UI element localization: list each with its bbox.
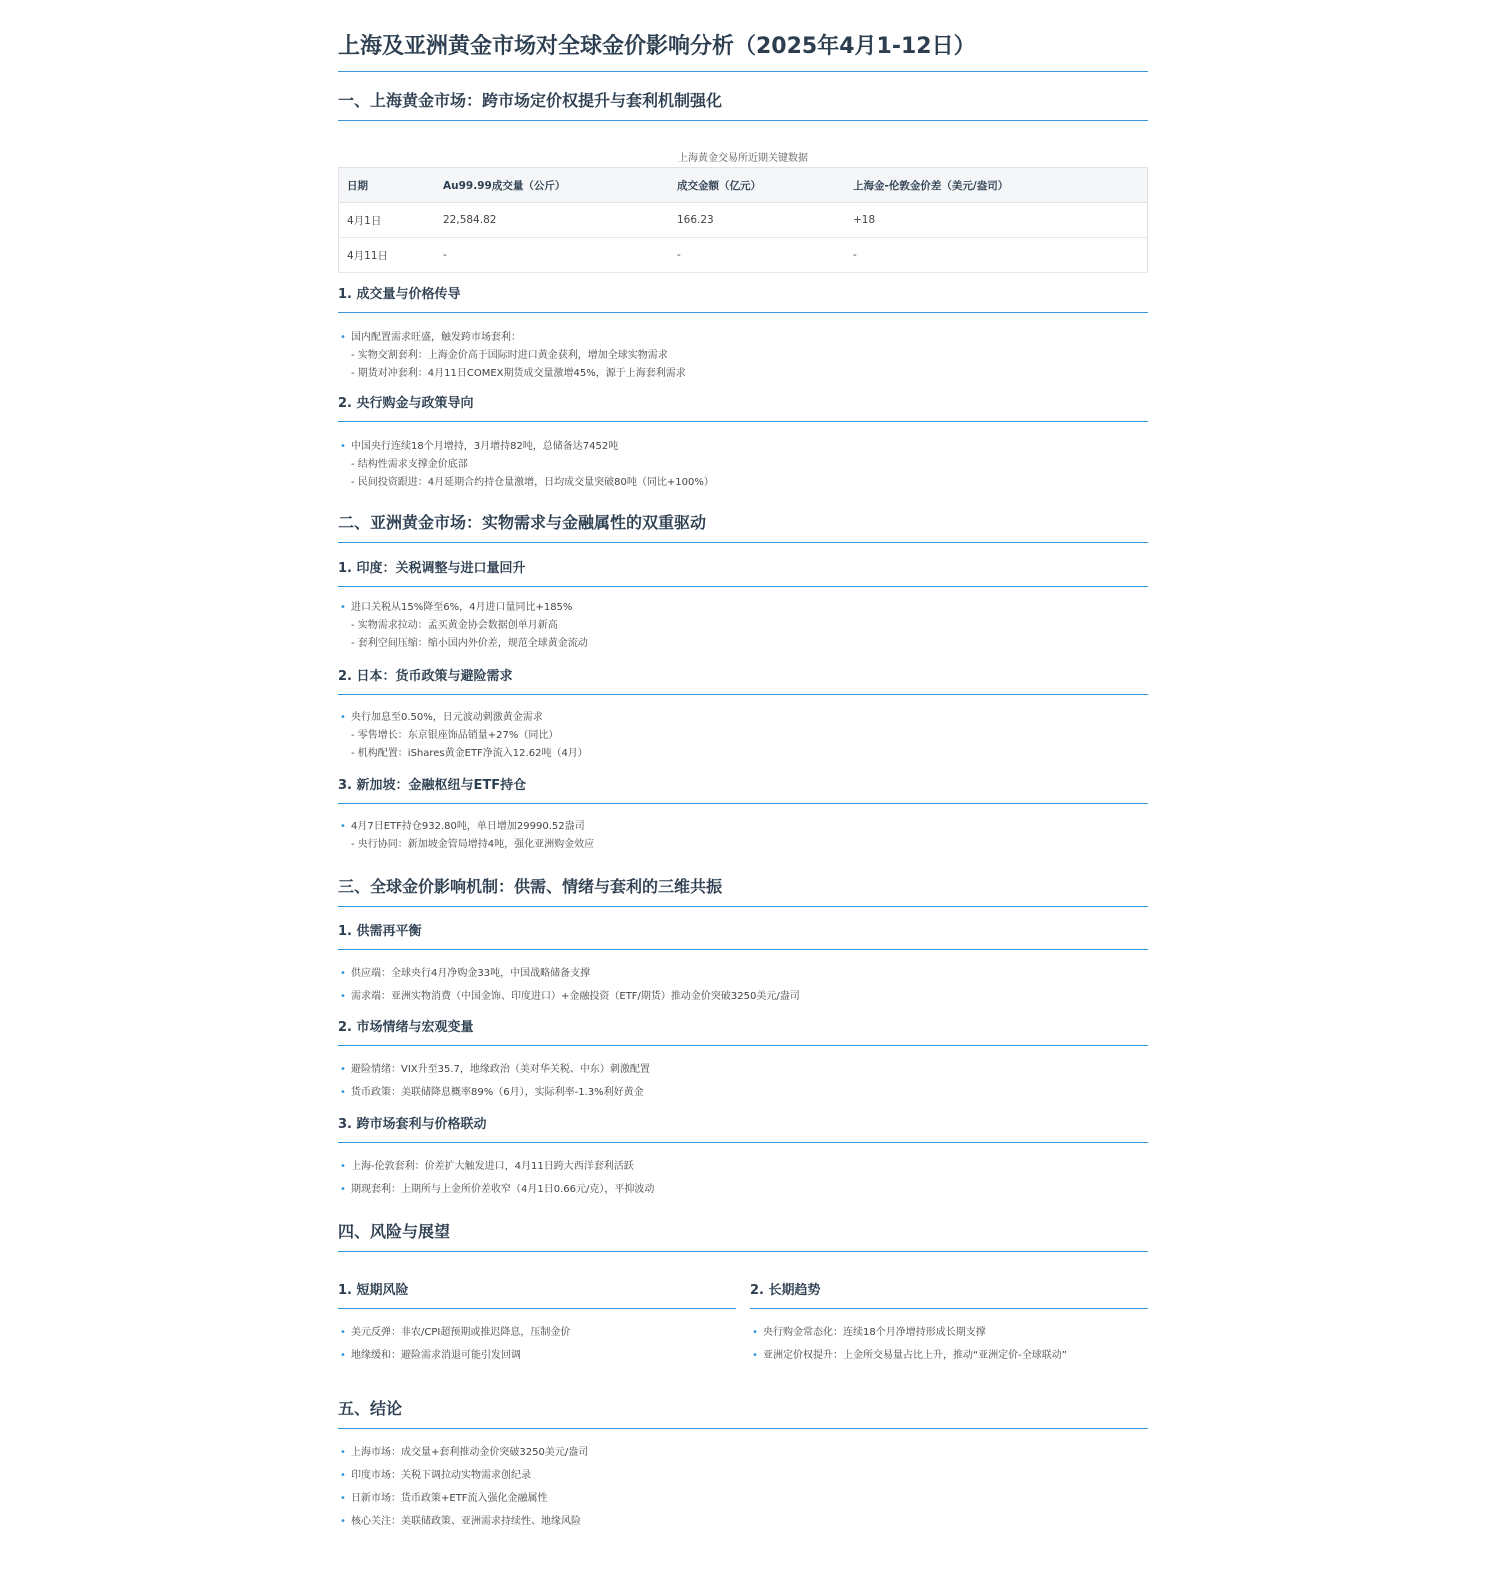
sub-line: - 实物交割套利：上海金价高于国际时进口黄金获利，增加全球实物需求 — [351, 350, 668, 361]
bullet-icon: • — [752, 1350, 758, 1361]
bullet-list — [338, 1441, 1148, 1533]
bullet-icon: • — [340, 1087, 346, 1098]
subsection-india — [338, 560, 1148, 653]
list-item: • 央行加息至0.50%，日元波动刺激黄金需求 — [338, 709, 1148, 727]
list-item: • 印度市场：关税下调拉动实物需求创纪录 — [338, 1464, 1148, 1487]
subsection-heading: 2. 市场情绪与宏观变量 — [338, 1019, 1148, 1046]
table-row — [339, 238, 1148, 273]
bullet-list — [338, 1058, 1148, 1104]
subsection-japan — [338, 668, 1148, 763]
list-item: • 货币政策：美联储降息概率89%（6月），实际利率-1.3%利好黄金 — [338, 1081, 1148, 1104]
section-asia — [338, 512, 1148, 543]
sub-line: - 实物需求拉动：孟买黄金协会数据创单月新高 — [351, 620, 558, 631]
sub-line: - 民间投资跟进：4月延期合约持仓量激增，日均成交量突破80吨（同比+100%） — [351, 477, 714, 488]
bullet-icon: • — [340, 602, 346, 613]
subsection-heading: 1. 成交量与价格传导 — [338, 286, 1148, 313]
section-global — [338, 876, 1148, 907]
bullet-icon: • — [340, 991, 346, 1002]
bullet-list — [338, 438, 1148, 456]
list-item: • 上海市场：成交量+套利推动金价突破3250美元/盎司 — [338, 1441, 1148, 1464]
list-item: • 期现套利：上期所与上金所价差收窄（4月1日0.66元/克），平抑波动 — [338, 1178, 1148, 1201]
sub-line: - 央行协同：新加坡金管局增持4吨，强化亚洲购金效应 — [351, 839, 595, 850]
bullet-icon: • — [340, 1470, 346, 1481]
col-date: 日期 — [339, 168, 436, 203]
sub-line: - 套利空间压缩：缩小国内外价差，规范全球黄金流动 — [351, 638, 588, 649]
col-volume: Au99.99成交量（公斤） — [435, 168, 669, 203]
bullet-icon: • — [340, 1447, 346, 1458]
bullet-icon: • — [340, 968, 346, 979]
short-term-risk — [338, 1282, 736, 1367]
bullet-icon: • — [340, 712, 346, 723]
long-term-trend — [750, 1282, 1148, 1367]
list-item: • 地缘缓和：避险需求消退可能引发回调 — [338, 1344, 736, 1367]
bullet-list — [338, 818, 1148, 836]
bullet-list — [338, 329, 1148, 347]
subsection-sentiment — [338, 1019, 1148, 1104]
subsection-heading: 1. 供需再平衡 — [338, 923, 1148, 950]
subsection-heading: 2. 长期趋势 — [750, 1282, 1148, 1309]
sub-line: - 零售增长：东京银座饰品销量+27%（同比） — [351, 730, 559, 741]
section-heading: 二、亚洲黄金市场：实物需求与金融属性的双重驱动 — [338, 512, 1148, 543]
table-row — [339, 203, 1148, 238]
bullet-icon: • — [340, 1493, 346, 1504]
col-spread: 上海金-伦敦金价差（美元/盎司） — [845, 168, 1148, 203]
list-item: • 进口关税从15%降至6%，4月进口量同比+185% — [338, 599, 1148, 617]
cell: - — [845, 238, 1148, 273]
list-item: • 避险情绪：VIX升至35.7，地缘政治（美对华关税、中东）刺激配置 — [338, 1058, 1148, 1081]
cell: +18 — [845, 203, 1148, 238]
cell: - — [435, 238, 669, 273]
sub-line: - 结构性需求支撑金价底部 — [351, 459, 468, 470]
sub-line: - 期货对冲套利：4月11日COMEX期货成交量激增45%，源于上海套利需求 — [351, 368, 686, 379]
subsection-heading: 2. 日本：货币政策与避险需求 — [338, 668, 1148, 695]
list-item: • 核心关注：美联储政策、亚洲需求持续性、地缘风险 — [338, 1510, 1148, 1533]
bullet-icon: • — [752, 1327, 758, 1338]
list-item: • 4月7日ETF持仓932.80吨，单日增加29990.52盎司 — [338, 818, 1148, 836]
cell: - — [669, 238, 845, 273]
sub-line: - 机构配置：iShares黄金ETF净流入12.62吨（4月） — [351, 748, 588, 759]
list-item: • 需求端：亚洲实物消费（中国金饰、印度进口）+金融投资（ETF/期货）推动金价突破3250美元/盎司 — [338, 985, 1148, 1008]
data-table-block — [338, 149, 1148, 273]
cell: 4月1日 — [339, 203, 436, 238]
section-heading: 五、结论 — [338, 1398, 1148, 1429]
subsection-arbitrage — [338, 1116, 1148, 1201]
sge-data-table — [338, 167, 1148, 273]
bullet-icon: • — [340, 1327, 346, 1338]
bullet-icon: • — [340, 1064, 346, 1075]
bullet-list — [338, 599, 1148, 617]
list-item: • 央行购金常态化：连续18个月净增持形成长期支撑 — [750, 1321, 1148, 1344]
subsection-heading: 3. 新加坡：金融枢纽与ETF持仓 — [338, 777, 1148, 804]
bullet-icon: • — [340, 1184, 346, 1195]
subsection-volume — [338, 286, 1148, 383]
bullet-icon: • — [340, 821, 346, 832]
bullet-icon: • — [340, 1350, 346, 1361]
section-risk-outlook — [338, 1221, 1148, 1252]
subsection-singapore — [338, 777, 1148, 854]
cell: 22,584.82 — [435, 203, 669, 238]
list-item: • 日新市场：货币政策+ETF流入强化金融属性 — [338, 1487, 1148, 1510]
cell: 4月11日 — [339, 238, 436, 273]
bullet-list — [338, 962, 1148, 1008]
bullet-icon: • — [340, 1161, 346, 1172]
list-item: • 美元反弹：非农/CPI超预期或推迟降息，压制金价 — [338, 1321, 736, 1344]
list-item: • 国内配置需求旺盛，触发跨市场套利： — [338, 329, 1148, 347]
subsection-heading: 2. 央行购金与政策导向 — [338, 395, 1148, 422]
subsection-heading: 3. 跨市场套利与价格联动 — [338, 1116, 1148, 1143]
subsection-supply-demand — [338, 923, 1148, 1008]
bullet-icon: • — [340, 441, 346, 452]
list-item: • 中国央行连续18个月增持，3月增持82吨，总储备达7452吨 — [338, 438, 1148, 456]
page-title: 上海及亚洲黄金市场对全球金价影响分析（2025年4月1-12日） — [338, 30, 1148, 72]
subsection-heading: 1. 印度：关税调整与进口量回升 — [338, 560, 1148, 587]
table-header-row — [339, 168, 1148, 203]
section-shanghai — [338, 90, 1148, 121]
section-heading: 一、上海黄金市场：跨市场定价权提升与套利机制强化 — [338, 90, 1148, 121]
list-item: • 亚洲定价权提升：上金所交易量占比上升，推动“亚洲定价-全球联动” — [750, 1344, 1148, 1367]
subsection-central-bank — [338, 395, 1148, 492]
bullet-list — [338, 709, 1148, 727]
section-heading: 三、全球金价影响机制：供需、情绪与套利的三维共振 — [338, 876, 1148, 907]
bullet-icon: • — [340, 332, 346, 343]
list-item: • 上海-伦敦套利：价差扩大触发进口，4月11日跨大西洋套利活跃 — [338, 1155, 1148, 1178]
col-amount: 成交金额（亿元） — [669, 168, 845, 203]
bullet-list — [338, 1321, 736, 1367]
bullet-list — [338, 1155, 1148, 1201]
bullet-icon: • — [340, 1516, 346, 1527]
section-heading: 四、风险与展望 — [338, 1221, 1148, 1252]
cell: 166.23 — [669, 203, 845, 238]
bullet-list — [750, 1321, 1148, 1367]
subsection-heading: 1. 短期风险 — [338, 1282, 736, 1309]
section-conclusion — [338, 1398, 1148, 1533]
table-caption: 上海黄金交易所近期关键数据 — [678, 153, 808, 164]
list-item: • 供应端：全球央行4月净购金33吨，中国战略储备支撑 — [338, 962, 1148, 985]
